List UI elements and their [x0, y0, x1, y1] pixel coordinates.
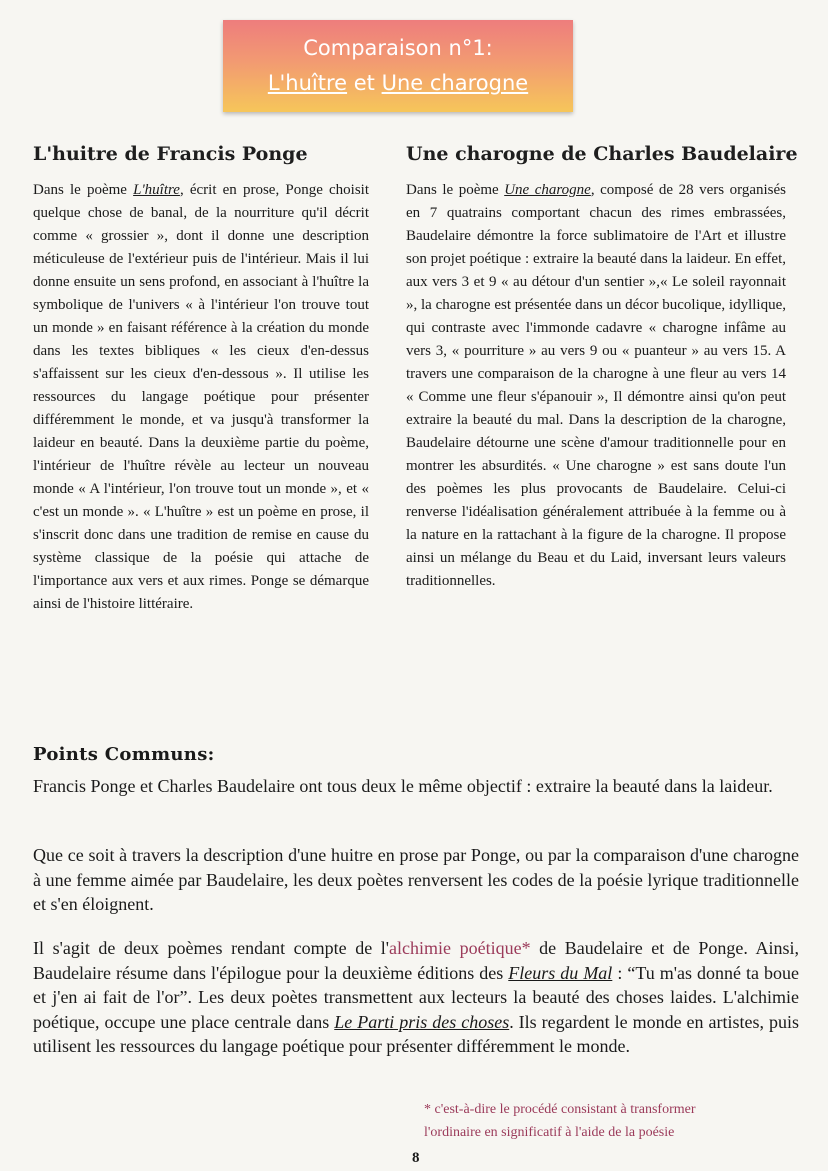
footnote-line-1: * c'est-à-dire le procédé consistant à transformer	[424, 1102, 696, 1117]
banner-title-b: Une charogne	[381, 71, 529, 95]
left-column	[33, 179, 369, 616]
p3-part-d: . Ils regardent le monde en artistes, puis utilisent les ressources du langage poétique pour présenter différemment le monde.	[33, 1011, 800, 1056]
common-p2-text: Que ce soit à travers la description d'une huitre en prose par Ponge, ou par la comparaison d'une charogne à une femme aimée par Baudelaire, les deux poètes renversent les codes de la poésie lyrique traditionnelle et s'en éloignent.	[33, 845, 799, 914]
common-paragraph-1	[33, 774, 799, 799]
left-text-rest: , écrit en prose, Ponge choisit quelque chose de banal, de la nourriture qu'il décrit comme « grossier », dont il donne une description méticuleuse de l'extérieur puis de l'intérieur. Mais il lui donne ensuite un sens profond, en associant à l'huître la symbolique de l'univers « à l'intérieur l'on trouve tout un monde » en faisant référence à la création du monde dans les textes bibliques « les cieux d'en-dessus s'affaissent sur les cieux d'en-dessous ». Il utilise les ressources du langage poétique pour présenter différemment le monde, et va jusqu'à transformer la laideur en beauté. Dans la deuxième partie du poème, l'intérieur de l'huître révèle au lecteur un nouveau monde « A l'intérieur, l'on trouve tout un monde », et « c'est un monde ». « L'huître » est un poème en prose, il s'inscrit donc dans une tradition de remise en cause du système classique de la poésie qui attache de l'importance aux vers et aux rimes. Ponge se démarque ainsi de l'histoire littéraire.	[33, 182, 369, 612]
left-text-start: Dans le poème	[33, 182, 134, 198]
title-banner	[223, 20, 573, 112]
right-text-start: Dans le poème	[406, 182, 505, 198]
left-column-heading: L'huitre de Francis Ponge	[33, 143, 308, 165]
left-work-title: L'huître	[133, 182, 180, 198]
parti-pris-title: Le Parti pris des choses	[334, 1011, 510, 1032]
p3-part-a: Il s'agit de deux poèmes rendant compte de l'	[33, 938, 390, 958]
right-column	[406, 179, 786, 593]
banner-title-a: L'huître	[267, 71, 348, 95]
right-text-rest: , composé de 28 vers organisés en 7 quatrains comportant chacun des rimes embrassées, Baudelaire démontre la force sublimatoire de l'Art et illustre son projet poétique : extraire la beauté dans la laideur. En effet, aux vers 3 et 9 « au détour d'un sentier »,« Le soleil rayonnait », la charogne est présentée dans un décor bucolique, idyllique, qui contraste avec l'immonde cadavre « charogne infâme au vers 3, « pourriture » au vers 9 ou « puanteur » au vers 15. A travers une comparaison de la charogne à une fleur au vers 14 « Comme une fleur s'épanouir », Il démontre ainsi qu'on peut extraire la beauté du mal. Dans la description de la charogne, Baudelaire détourne une scène d'amour traditionnelle pour en montrer les absurdités. « Une charogne » est sans doute l'un des poèmes les plus provocants de Baudelaire. Celui-ci renverse l'idéalisation généralement attribuée à la femme ou à la nature en la rattachant à la figure de la charogne. Il propose ainsi un mélange du Beau et du Laid, inversant leurs valeurs traditionnelles.	[406, 182, 786, 589]
banner-connector: et	[347, 71, 382, 95]
banner-line-2	[223, 66, 573, 101]
common-p1-text: Francis Ponge et Charles Baudelaire ont tous deux le même objectif : extraire la beauté dans la laideur.	[33, 776, 773, 796]
alchemy-term: alchimie poétique*	[389, 938, 531, 958]
footnote	[424, 1098, 784, 1144]
right-work-title: Une charogne	[504, 182, 591, 198]
common-paragraph-3	[33, 936, 799, 1059]
right-column-heading: Une charogne de Charles Baudelaire	[406, 143, 798, 165]
right-paragraph	[406, 179, 786, 593]
p3-part-c: : “Tu m'as donné ta boue et j'en ai fait de l'or”. Les deux poètes transmettent aux lecteurs la beauté des choses laides. L'alchimie poétique, occupe une place centrale dans	[33, 962, 799, 1032]
left-paragraph	[33, 179, 369, 616]
banner-line-1: Comparaison n°1:	[303, 36, 493, 60]
footnote-line-2: l'ordinaire en significatif à l'aide de la poésie	[424, 1125, 675, 1140]
fleurs-du-mal-title: Fleurs du Mal	[508, 962, 613, 983]
common-points-heading: Points Communs:	[33, 744, 215, 765]
p3-part-b: de Baudelaire et de Ponge. Ainsi, Baudelaire résume dans l'épilogue pour la deuxième éditions des	[33, 938, 799, 983]
page-number: 8	[412, 1150, 420, 1166]
common-paragraph-2	[33, 843, 799, 917]
